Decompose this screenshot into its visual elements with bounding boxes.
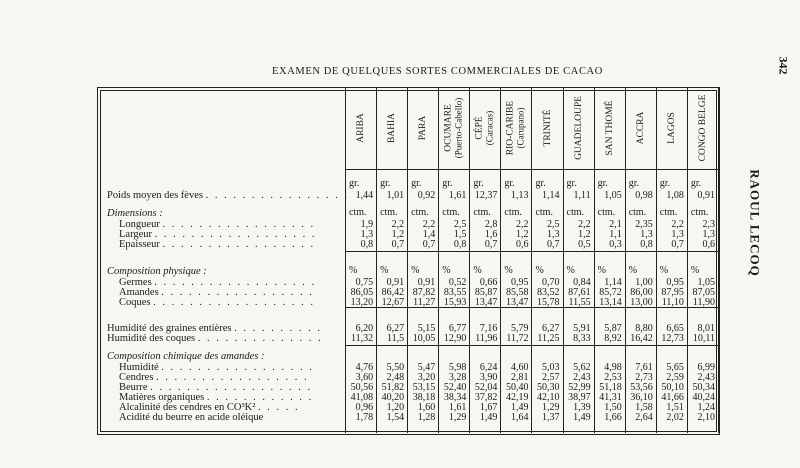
table-cell: 12,73 [661, 333, 684, 344]
column-header [501, 87, 531, 170]
table-cell: 2,1 [609, 219, 622, 230]
table-cell: 1,4 [422, 229, 436, 240]
running-author: RAOUL LECOQ [747, 169, 763, 277]
label-humidite: Humidité . . . . . . . . . . . . . . . . . [119, 362, 314, 373]
unit-label: ctm. [349, 207, 367, 218]
table-cell: 85,87 [474, 287, 498, 298]
table-cell: 5,62 [573, 362, 591, 373]
table-cell: 5,47 [417, 362, 436, 373]
table-cell: 1,3 [702, 229, 715, 240]
table-cell: 2,64 [635, 412, 653, 423]
column-header-sublabel: (Caracas) [484, 110, 495, 146]
table-cell: 2,5 [453, 219, 467, 230]
table-cell: 6,27 [386, 323, 405, 334]
table-cell: 1,20 [386, 402, 405, 413]
table-cell: 1,67 [479, 402, 498, 413]
table-cell: 2,2 [422, 219, 436, 230]
table-cell: 1,54 [386, 412, 405, 423]
unit-label: % [411, 265, 420, 276]
table-cell: 1,44 [355, 190, 374, 201]
table-cell: 2,59 [666, 372, 684, 383]
label-amandes: Amandes . . . . . . . . . . . . . . . . . [119, 287, 314, 298]
column-header [408, 87, 438, 170]
label-beurre: Beurre . . . . . . . . . . . . . . . . . . [119, 382, 313, 393]
table-cell: 1,60 [417, 402, 436, 413]
table-cell: 0,66 [479, 277, 498, 288]
table-cell: 6,20 [355, 323, 374, 334]
unit-label: ctm. [628, 207, 647, 218]
table-cell: 1,08 [666, 190, 684, 201]
table-cell: 12,37 [474, 190, 498, 201]
table-cell: 38,97 [568, 392, 591, 403]
table-cell: 1,29 [448, 412, 467, 423]
table-cell: 1,50 [604, 402, 622, 413]
table-cell: 0,7 [484, 239, 498, 250]
table-cell: 86,05 [350, 287, 374, 298]
table-cell: 1,3 [671, 229, 684, 240]
table-cell: 11,27 [413, 297, 436, 308]
column-header [439, 87, 469, 170]
column-header-label: OCUMARE (Puerto-Cabello) [443, 97, 464, 159]
column-header [470, 87, 500, 170]
table-cell: 0,96 [355, 402, 374, 413]
table-cell: 50,34 [692, 382, 715, 393]
table-cell: 87,95 [661, 287, 684, 298]
table-cell: 2,2 [515, 219, 529, 230]
unit-label: gr. [535, 178, 546, 189]
label-humid-coques: Humidité des coques . . . . . . . . . . . . . . [107, 333, 323, 344]
table-cell: 0,7 [547, 239, 560, 250]
table-cell: 0,6 [515, 239, 529, 250]
table-cell: 53,56 [630, 382, 653, 393]
table-cell: 3,90 [479, 372, 498, 383]
table-cell: 12,67 [381, 297, 405, 308]
unit-label: ctm. [659, 207, 678, 218]
table-cell: 16,42 [630, 333, 653, 344]
unit-label: gr. [380, 178, 391, 189]
unit-label: % [597, 265, 606, 276]
table-cell: 86,42 [381, 287, 405, 298]
table-cell: 1,01 [386, 190, 405, 201]
column-header-label: SAN THOMÉ [604, 100, 615, 156]
table-cell: 2,2 [391, 219, 405, 230]
table-cell: 40,20 [381, 392, 405, 403]
table-cell: 0,75 [355, 277, 374, 288]
table-cell: 5,03 [542, 362, 560, 373]
table-cell: 0,91 [697, 190, 715, 201]
table-cell: 1,11 [573, 190, 591, 201]
table-cell: 1,05 [697, 277, 715, 288]
column-header [346, 87, 376, 170]
table-cell: 87,05 [692, 287, 715, 298]
table-cell: 15,78 [537, 297, 560, 308]
column-header-label: RIO-CARIBE (Carupano) [505, 100, 526, 156]
column-header [688, 87, 718, 170]
table-cell: 1,3 [640, 229, 653, 240]
table-cell: 38,18 [412, 392, 436, 403]
column-header [532, 87, 562, 170]
label-coques: Coques . . . . . . . . . . . . . . . . . . [119, 297, 315, 308]
table-cell: 2,81 [510, 372, 529, 383]
unit-label: gr. [566, 178, 577, 189]
unit-label: ctm. [380, 207, 398, 218]
column-header [377, 87, 407, 170]
unit-label: ctm. [411, 207, 429, 218]
table-cell: 51,82 [381, 382, 405, 393]
table-cell: 0,91 [386, 277, 405, 288]
table-cell: 42,10 [537, 392, 560, 403]
table-cell: 83,55 [443, 287, 467, 298]
table-cell: 0,8 [360, 239, 374, 250]
label-humid-graines: Humidité des graines entières . . . . . . . . . . [107, 323, 323, 334]
table-cell: 5,98 [448, 362, 467, 373]
unit-label: gr. [504, 178, 515, 189]
table-cell: 2,57 [542, 372, 560, 383]
table-cell: 6,77 [448, 323, 467, 334]
table-cell: 0,91 [417, 277, 436, 288]
table-cell: 1,39 [573, 402, 591, 413]
column-end-rule [718, 87, 719, 433]
unit-label: gr. [349, 178, 360, 189]
table-cell: 1,3 [547, 229, 560, 240]
table-cell: 2,8 [484, 219, 498, 230]
table-cell: 13,20 [350, 297, 374, 308]
table-cell: 1,05 [604, 190, 622, 201]
table-cell: 5,91 [573, 323, 591, 334]
page-title: EXAMEN DE QUELQUES SORTES COMMERCIALES DE CACAO [272, 66, 603, 77]
table-cell: 36,10 [630, 392, 653, 403]
unit-label: % [690, 265, 700, 276]
table-cell: 50,40 [505, 382, 529, 393]
table-cell: 2,02 [666, 412, 684, 423]
table-cell: 11,5 [387, 333, 405, 344]
table-cell: 1,37 [542, 412, 560, 423]
label-largeur: Largeur . . . . . . . . . . . . . . . . . . [119, 229, 317, 240]
table-cell: 0,52 [448, 277, 467, 288]
column-header [564, 87, 594, 170]
table-cell: 0,3 [609, 239, 622, 250]
table-cell: 1,00 [635, 277, 653, 288]
table-cell: 1,49 [479, 412, 498, 423]
unit-label: ctm. [690, 207, 709, 218]
table-cell: 42,19 [505, 392, 529, 403]
label-germes: Germes . . . . . . . . . . . . . . . . . . [119, 277, 317, 288]
unit-label: gr. [659, 178, 671, 189]
unit-label: % [349, 265, 358, 276]
table-cell: 1,6 [484, 229, 498, 240]
table-cell: 8,33 [573, 333, 591, 344]
table-cell: 2,43 [697, 372, 715, 383]
unit-label: ctm. [473, 207, 491, 218]
column-header-label: BAHIA [387, 112, 398, 144]
table-cell: 2,2 [578, 219, 591, 230]
table-cell: 6,27 [542, 323, 560, 334]
table-cell: 0,8 [640, 239, 653, 250]
table-cell: 52,40 [443, 382, 467, 393]
table-cell: 41,31 [599, 392, 622, 403]
table-cell: 7,61 [635, 362, 653, 373]
column-header-label: CÉPÉ (Caracas) [474, 110, 495, 146]
table-cell: 13,00 [630, 297, 653, 308]
label-comp-phys: Composition physique : [107, 266, 207, 277]
column-header [595, 87, 625, 170]
table-cell: 37,82 [474, 392, 498, 403]
table-cell: 83,52 [537, 287, 560, 298]
table-cell: 5,65 [666, 362, 684, 373]
column-header-label: PARA [418, 115, 429, 141]
table-cell: 13,47 [474, 297, 498, 308]
column-header-label: LAGOS [666, 112, 677, 144]
row-labels [97, 87, 349, 433]
unit-label: gr. [690, 178, 702, 189]
table-cell: 87,61 [568, 287, 591, 298]
unit-label: % [628, 265, 638, 276]
table-cell: 3,28 [448, 372, 467, 383]
table-cell: 52,99 [568, 382, 591, 393]
label-dimensions: Dimensions : [107, 208, 163, 219]
table-cell: 0,95 [510, 277, 529, 288]
table-cell: 0,5 [578, 239, 591, 250]
table-cell: 1,2 [515, 229, 529, 240]
unit-label: % [566, 265, 575, 276]
table-cell: 0,92 [417, 190, 436, 201]
table-cell: 41,66 [661, 392, 684, 403]
unit-label: % [535, 265, 544, 276]
table-cell: 0,70 [542, 277, 560, 288]
table-cell: 1,1 [609, 229, 622, 240]
label-epaisseur: Epaisseur . . . . . . . . . . . . . . . . . [119, 239, 316, 250]
table-cell: 5,50 [386, 362, 405, 373]
table-cell: 3,60 [355, 372, 374, 383]
table-cell: 2,53 [604, 372, 622, 383]
table-cell: 52,04 [474, 382, 498, 393]
table-cell: 2,73 [635, 372, 653, 383]
table-cell: 0,6 [702, 239, 715, 250]
label-alcalinite: Alcalinité des cendres en CO³K² . . . . . [119, 402, 300, 413]
table-cell: 0,98 [635, 190, 653, 201]
table-cell: 2,3 [702, 219, 715, 230]
table-cell: 1,13 [510, 190, 529, 201]
unit-label: ctm. [597, 207, 616, 218]
table-cell: 5,87 [604, 323, 622, 334]
column-header [626, 87, 656, 170]
table-cell: 12,90 [443, 333, 467, 344]
table-cell: 4,60 [510, 362, 529, 373]
table-cell: 6,99 [697, 362, 715, 373]
table-cell: 2,5 [547, 219, 560, 230]
table-cell: 11,10 [661, 297, 684, 308]
table-cell: 0,95 [666, 277, 684, 288]
table-cell: 50,30 [537, 382, 560, 393]
column-header-sublabel: (Carupano) [515, 107, 526, 149]
unit-label: ctm. [535, 207, 553, 218]
table-cell: 11,90 [692, 297, 715, 308]
table-cell: 2,10 [697, 412, 715, 423]
unit-label: gr. [442, 178, 453, 189]
table-cell: 50,10 [661, 382, 684, 393]
table-cell: 1,58 [635, 402, 653, 413]
table-cell: 1,2 [578, 229, 591, 240]
table-cell: 1,24 [697, 402, 715, 413]
table-cell: 11,25 [537, 333, 560, 344]
table-cell: 2,48 [386, 372, 405, 383]
table-cell: 85,72 [599, 287, 622, 298]
table-cell: 6,24 [479, 362, 498, 373]
unit-label: % [504, 265, 513, 276]
table-cell: 11,72 [506, 333, 529, 344]
unit-label: ctm. [442, 207, 460, 218]
unit-label: % [442, 265, 451, 276]
table-cell: 2,35 [635, 219, 653, 230]
table-cell: 13,14 [599, 297, 622, 308]
column-header-label: CONGO BELGE [697, 94, 708, 162]
table-cell: 5,15 [417, 323, 436, 334]
unit-label: % [473, 265, 482, 276]
table-cell: 4,76 [355, 362, 374, 373]
table-cell: 40,24 [692, 392, 715, 403]
table-cell: 8,92 [604, 333, 622, 344]
table-cell: 1,49 [573, 412, 591, 423]
table-cell: 50,56 [350, 382, 374, 393]
table-cell: 0,7 [671, 239, 684, 250]
table-cell: 1,61 [448, 402, 467, 413]
table-cell: 8,80 [635, 323, 653, 334]
unit-label: % [380, 265, 389, 276]
table-cell: 7,16 [479, 323, 498, 334]
table-cell: 0,8 [453, 239, 467, 250]
unit-label: % [659, 265, 669, 276]
table-cell: 1,49 [510, 402, 529, 413]
table-cell: 1,28 [417, 412, 436, 423]
label-poids: Poids moyen des fèves . . . . . . . . . . . . . . . . [107, 190, 349, 201]
column-header-sublabel: (Puerto-Cabello) [453, 97, 464, 159]
table-cell: 0,84 [573, 277, 591, 288]
table-cell: 2,2 [671, 219, 684, 230]
column-header-label: GUADELOUPE [573, 96, 584, 160]
table-cell: 2,43 [573, 372, 591, 383]
table-cell: 1,14 [604, 277, 622, 288]
table-cell: 4,98 [604, 362, 622, 373]
table-cell: 38,34 [443, 392, 467, 403]
table-cell: 11,55 [568, 297, 591, 308]
unit-label: ctm. [566, 207, 585, 218]
unit-label: gr. [411, 178, 422, 189]
table-cell: 15,93 [443, 297, 467, 308]
table-cell: 1,64 [510, 412, 529, 423]
label-comp-chim: Composition chimique des amandes : [107, 351, 265, 362]
label-matieres: Matières organiques . . . . . . . . . . . . [119, 392, 314, 403]
table-cell: 10,11 [692, 333, 715, 344]
table-cell: 53,15 [412, 382, 436, 393]
label-acidite: Acidité du beurre en acide oléique [119, 412, 264, 423]
table-cell: 13,47 [505, 297, 529, 308]
table-cell: 1,2 [391, 229, 405, 240]
table-cell: 1,29 [542, 402, 560, 413]
table-cell: 0,7 [422, 239, 436, 250]
table-cell: 87,82 [412, 287, 436, 298]
column-header-label: ACCRA [635, 111, 646, 145]
table-cell: 10,05 [412, 333, 436, 344]
unit-label: gr. [597, 178, 608, 189]
table-cell: 1,3 [360, 229, 374, 240]
table-cell: 86,00 [630, 287, 653, 298]
table-cell: 5,79 [510, 323, 529, 334]
table-cell: 1,66 [604, 412, 622, 423]
label-longueur: Longueur . . . . . . . . . . . . . . . . . [119, 219, 316, 230]
table-cell: 1,78 [355, 412, 374, 423]
table-cell: 51,18 [599, 382, 622, 393]
column-header-label: ARIBA [356, 113, 367, 143]
table-cell: 11,96 [475, 333, 498, 344]
table-cell: 1,51 [666, 402, 684, 413]
table-cell: 1,9 [360, 219, 374, 230]
table-cell: 0,7 [391, 239, 405, 250]
table-cell: 1,61 [448, 190, 467, 201]
table-cell: 1,5 [453, 229, 467, 240]
column-header [657, 87, 687, 170]
table-cell: 85,58 [505, 287, 529, 298]
table-cell: 41,08 [350, 392, 374, 403]
unit-label: ctm. [504, 207, 522, 218]
table-cell: 6,65 [666, 323, 684, 334]
table-cell: 8,01 [697, 323, 715, 334]
table-cell: 1,14 [542, 190, 560, 201]
column-header-label: TRINITÉ [542, 109, 553, 147]
page-number: 342 [776, 56, 791, 75]
table-cell: 11,32 [350, 333, 374, 344]
label-cendres: Cendres . . . . . . . . . . . . . . . . . [119, 372, 309, 383]
unit-label: gr. [473, 178, 484, 189]
table-cell: 3,20 [417, 372, 436, 383]
unit-label: gr. [628, 178, 639, 189]
